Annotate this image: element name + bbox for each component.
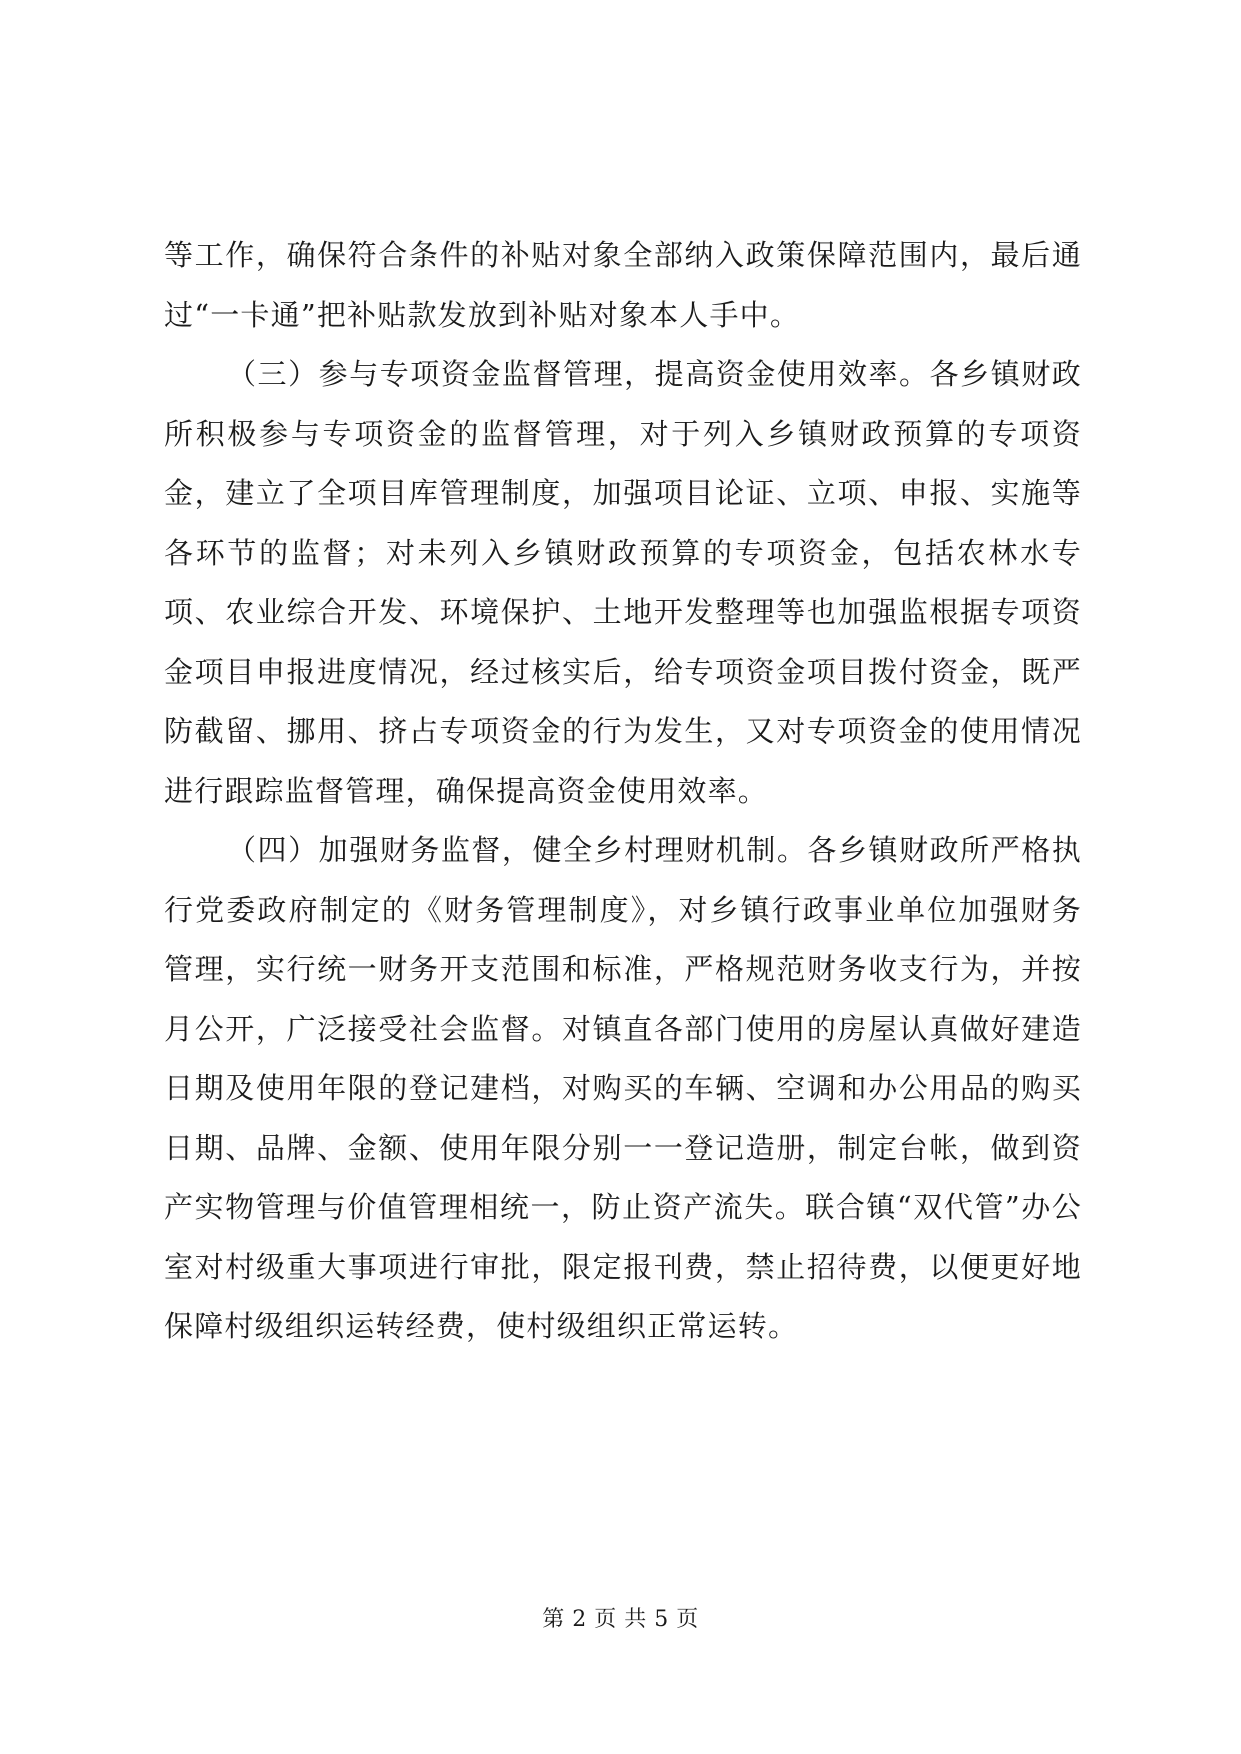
paragraph-section-three: （三）参与专项资金监督管理，提高资金使用效率。各乡镇财政所积极参与专项资金的监督管理，对于列入乡镇财政预算的专项资金，建立了全项目库管理制度，加强项目论证、立项、申报、实施等各环节的监督；对未列入乡镇财政预算的专项资金，包括农林水专项、农业综合开发、环境保护、土地开发整理等也加强监根据专项资金项目申报进度情况，经过核实后，给专项资金项目拨付资金，既严防截留、挪用、挤占专项资金的行为发生，又对专项资金的使用情况进行跟踪监督管理，确保提高资金使用效率。 <box>164 357 1082 808</box>
page-number-footer: 第 2 页 共 5 页 <box>542 1607 699 1632</box>
document-body <box>164 226 1082 1357</box>
paragraph-continuation: 等工作，确保符合条件的补贴对象全部纳入政策保障范围内，最后通过“一卡通”把补贴款发放到补贴对象本人手中。 <box>164 238 1082 332</box>
paragraph-section-four: （四）加强财务监督，健全乡村理财机制。各乡镇财政所严格执行党委政府制定的《财务管理制度》，对乡镇行政事业单位加强财务管理，实行统一财务开支范围和标准，严格规范财务收支行为，并按月公开，广泛接受社会监督。对镇直各部门使用的房屋认真做好建造日期及使用年限的登记建档，对购买的车辆、空调和办公用品的购买日期、品牌、金额、使用年限分别一一登记造册，制定台帐，做到资产实物管理与价值管理相统一，防止资产流失。联合镇“双代管”办公室对村级重大事项进行审批，限定报刊费，禁止招待费，以便更好地保障村级组织运转经费，使村级组织正常运转。 <box>164 833 1082 1343</box>
